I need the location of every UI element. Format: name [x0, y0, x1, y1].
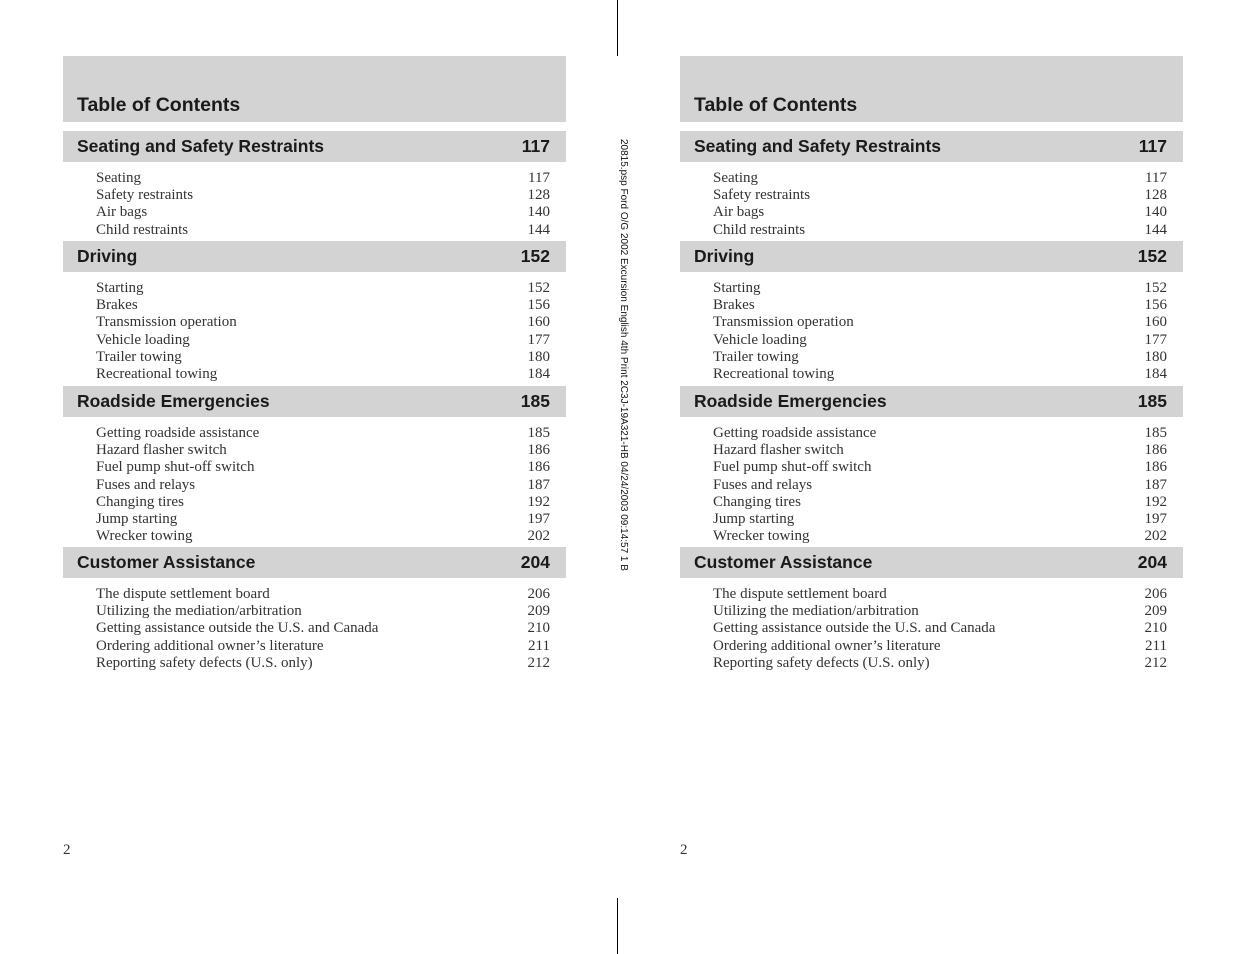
- toc-entry-page: 186: [1144, 442, 1167, 459]
- toc-entry-page: 210: [527, 620, 550, 637]
- toc-entry-page: 209: [527, 603, 550, 620]
- toc-entry-title: Hazard flasher switch: [713, 442, 844, 459]
- toc-title-block: [63, 56, 566, 122]
- toc-entry-title: Getting assistance outside the U.S. and Canada: [96, 620, 379, 637]
- toc-entry-title: Jump starting: [713, 511, 795, 527]
- toc-entry-page: 140: [527, 204, 550, 221]
- toc-entry-page: 160: [1144, 314, 1167, 331]
- toc-entry: [680, 366, 1183, 383]
- toc-entry: [680, 425, 1183, 442]
- toc-entry-page: 140: [1144, 204, 1167, 221]
- toc-entry: [680, 494, 1183, 511]
- toc-entry: [680, 297, 1183, 314]
- toc-entry-title: Jump starting: [96, 511, 178, 527]
- toc-entry-page: 128: [1144, 187, 1167, 204]
- toc-entry: [63, 655, 566, 672]
- toc-entry-title: Air bags: [713, 204, 765, 221]
- toc-entry-page: 197: [1144, 511, 1167, 527]
- toc-entry: [680, 187, 1183, 204]
- toc-entry-page: 202: [527, 528, 550, 545]
- toc-entry-title: Trailer towing: [96, 348, 182, 365]
- toc-entry: [63, 603, 566, 620]
- toc-entry-page: 144: [1144, 221, 1167, 238]
- toc-entry: [63, 297, 566, 314]
- crop-mark-bottom: [617, 898, 618, 954]
- toc-entry-title: Brakes: [96, 297, 138, 314]
- toc-entry-page: 211: [1145, 637, 1167, 654]
- toc-entry-page: 177: [527, 331, 550, 348]
- toc-entry-title: Utilizing the mediation/arbitration: [96, 603, 302, 620]
- toc-entry: [680, 603, 1183, 620]
- toc-entry-page: 117: [1145, 170, 1167, 186]
- section-title: Driving: [77, 246, 138, 266]
- toc-title: Table of Contents: [77, 94, 241, 116]
- toc-entry-page: 212: [527, 654, 550, 671]
- toc-entry: [63, 528, 566, 545]
- toc-entry-page: 160: [527, 314, 550, 331]
- toc-entry-title: Getting assistance outside the U.S. and Canada: [713, 620, 996, 637]
- section-header: [680, 547, 1183, 578]
- toc-entry-page: 180: [527, 348, 550, 365]
- toc-entry-page: 156: [1144, 297, 1167, 314]
- toc-entry-title: Safety restraints: [96, 187, 194, 204]
- toc-entry-title: Child restraints: [713, 221, 806, 238]
- toc-entry: [63, 349, 566, 366]
- toc-entry-title: Transmission operation: [713, 314, 854, 331]
- toc-entry-title: Brakes: [713, 297, 755, 314]
- toc-entry: [63, 511, 566, 528]
- toc-entry: [680, 332, 1183, 349]
- toc-entry-title: Transmission operation: [96, 314, 237, 331]
- toc-entry: [63, 366, 566, 383]
- toc-entry: [680, 442, 1183, 459]
- toc-entry: [680, 170, 1183, 187]
- section-header: [680, 241, 1183, 272]
- toc-entry-page: 212: [1144, 654, 1167, 671]
- toc-entry-title: Wrecker towing: [713, 528, 810, 545]
- section-header: [63, 386, 566, 417]
- section-header: [680, 386, 1183, 417]
- section-title: Seating and Safety Restraints: [694, 136, 942, 156]
- toc-entry: [63, 586, 566, 603]
- toc-entry: [63, 280, 566, 297]
- toc-entry: [680, 511, 1183, 528]
- toc-entry-page: 186: [527, 442, 550, 459]
- section-title: Customer Assistance: [694, 552, 873, 572]
- section-header: [63, 131, 566, 162]
- toc-entry: [680, 204, 1183, 221]
- toc-title-block: [680, 56, 1183, 122]
- toc-entry-title: Getting roadside assistance: [96, 425, 260, 441]
- toc-entry-title: Recreational towing: [96, 366, 218, 382]
- toc-entry-page: 152: [1144, 280, 1167, 296]
- toc-entry-page: 144: [527, 221, 550, 238]
- toc-entry-title: Air bags: [96, 204, 148, 221]
- toc-entry: [63, 204, 566, 221]
- left-page: [63, 0, 566, 954]
- section-page-number: 152: [1137, 246, 1167, 266]
- toc-entry-title: The dispute settlement board: [713, 586, 887, 602]
- toc-entry: [63, 638, 566, 655]
- section-page-number: 152: [520, 246, 550, 266]
- toc-entry-title: Changing tires: [96, 493, 184, 510]
- toc-entry: [680, 638, 1183, 655]
- section-header: [63, 547, 566, 578]
- toc-title: Table of Contents: [694, 94, 858, 116]
- toc-entry-title: Recreational towing: [713, 366, 835, 382]
- toc-entry-title: Reporting safety defects (U.S. only): [713, 654, 930, 671]
- crop-mark-top: [617, 0, 618, 56]
- toc-entry-page: 128: [527, 187, 550, 204]
- toc-entry-title: Safety restraints: [713, 187, 811, 204]
- toc-entry: [63, 314, 566, 331]
- toc-entry-title: Ordering additional owner’s literature: [713, 637, 941, 654]
- toc-entry: [680, 655, 1183, 672]
- toc-entry: [63, 425, 566, 442]
- toc-entry-page: 152: [527, 280, 550, 296]
- toc-entry-page: 177: [1144, 331, 1167, 348]
- toc-entry-title: Fuses and relays: [96, 476, 196, 493]
- toc-entry: [680, 477, 1183, 494]
- toc-entry-page: 197: [527, 511, 550, 527]
- toc-entry: [680, 222, 1183, 239]
- toc-entry-title: Seating: [96, 170, 141, 186]
- right-page: [680, 0, 1183, 954]
- toc-entry-title: Vehicle loading: [96, 331, 190, 348]
- toc-entry-title: Wrecker towing: [96, 528, 193, 545]
- toc-entry-title: Fuses and relays: [713, 476, 813, 493]
- toc-entry: [680, 528, 1183, 545]
- page-number: 2: [680, 842, 688, 858]
- toc-entry-page: 186: [1144, 459, 1167, 476]
- toc-entry-page: 180: [1144, 348, 1167, 365]
- toc-entry-title: Utilizing the mediation/arbitration: [713, 603, 919, 620]
- section-header: [63, 241, 566, 272]
- toc-entry-page: 209: [1144, 603, 1167, 620]
- section-page-number: 185: [1137, 391, 1167, 411]
- toc-entry-page: 202: [1144, 528, 1167, 545]
- toc-entry-page: 192: [527, 493, 550, 510]
- section-title: Driving: [694, 246, 755, 266]
- toc-entry-page: 192: [1144, 493, 1167, 510]
- toc-entry: [63, 187, 566, 204]
- toc-entry: [63, 459, 566, 476]
- toc-entry-page: 187: [1144, 476, 1167, 493]
- toc-entry-page: 186: [527, 459, 550, 476]
- toc-entry-page: 210: [1144, 620, 1167, 637]
- section-page-number: 204: [520, 552, 550, 572]
- toc-entry-title: Starting: [96, 280, 144, 296]
- section-title: Roadside Emergencies: [694, 391, 887, 411]
- toc-entry-title: Fuel pump shut-off switch: [96, 459, 255, 476]
- toc-entry-title: Seating: [713, 170, 758, 186]
- toc-entry: [63, 170, 566, 187]
- toc-entry: [680, 349, 1183, 366]
- toc-entry-page: 185: [527, 425, 550, 441]
- toc-entry-title: Fuel pump shut-off switch: [713, 459, 872, 476]
- toc-entry: [63, 494, 566, 511]
- toc-entry-page: 185: [1144, 425, 1167, 441]
- toc-entry-page: 206: [1144, 586, 1167, 602]
- toc-entry: [63, 332, 566, 349]
- toc-entry-title: Trailer towing: [713, 348, 799, 365]
- section-page-number: 185: [520, 391, 550, 411]
- toc-entry: [680, 459, 1183, 476]
- toc-entry: [680, 314, 1183, 331]
- toc-entry: [63, 442, 566, 459]
- toc-entry: [680, 586, 1183, 603]
- toc-entry-page: 156: [527, 297, 550, 314]
- toc-entry-page: 211: [528, 637, 550, 654]
- toc-entry: [63, 477, 566, 494]
- toc-entry: [63, 222, 566, 239]
- toc-entry-title: Ordering additional owner’s literature: [96, 637, 324, 654]
- section-page-number: 117: [521, 136, 550, 156]
- section-page-number: 204: [1137, 552, 1167, 572]
- toc-entry-page: 206: [527, 586, 550, 602]
- toc-entry-title: Reporting safety defects (U.S. only): [96, 654, 313, 671]
- section-title: Roadside Emergencies: [77, 391, 270, 411]
- section-title: Seating and Safety Restraints: [77, 136, 325, 156]
- toc-entry: [680, 280, 1183, 297]
- page-number: 2: [63, 842, 71, 858]
- toc-entry: [63, 620, 566, 637]
- section-header: [680, 131, 1183, 162]
- toc-entry: [680, 620, 1183, 637]
- section-title: Customer Assistance: [77, 552, 256, 572]
- print-slug: 20815.psp Ford O/G 2002 Excursion English 4th Print 2C3J-19A321-HB 04/24/2003 09:14:57 1 B: [618, 139, 629, 571]
- toc-entry-title: The dispute settlement board: [96, 586, 270, 602]
- toc-entry-title: Child restraints: [96, 221, 189, 238]
- toc-entry-title: Changing tires: [713, 493, 801, 510]
- toc-entry-title: Getting roadside assistance: [713, 425, 877, 441]
- toc-entry-page: 184: [527, 366, 550, 382]
- section-page-number: 117: [1138, 136, 1167, 156]
- toc-entry-title: Vehicle loading: [713, 331, 807, 348]
- toc-entry-page: 187: [527, 476, 550, 493]
- toc-entry-page: 184: [1144, 366, 1167, 382]
- toc-entry-title: Starting: [713, 280, 761, 296]
- toc-entry-page: 117: [528, 170, 550, 186]
- toc-entry-title: Hazard flasher switch: [96, 442, 227, 459]
